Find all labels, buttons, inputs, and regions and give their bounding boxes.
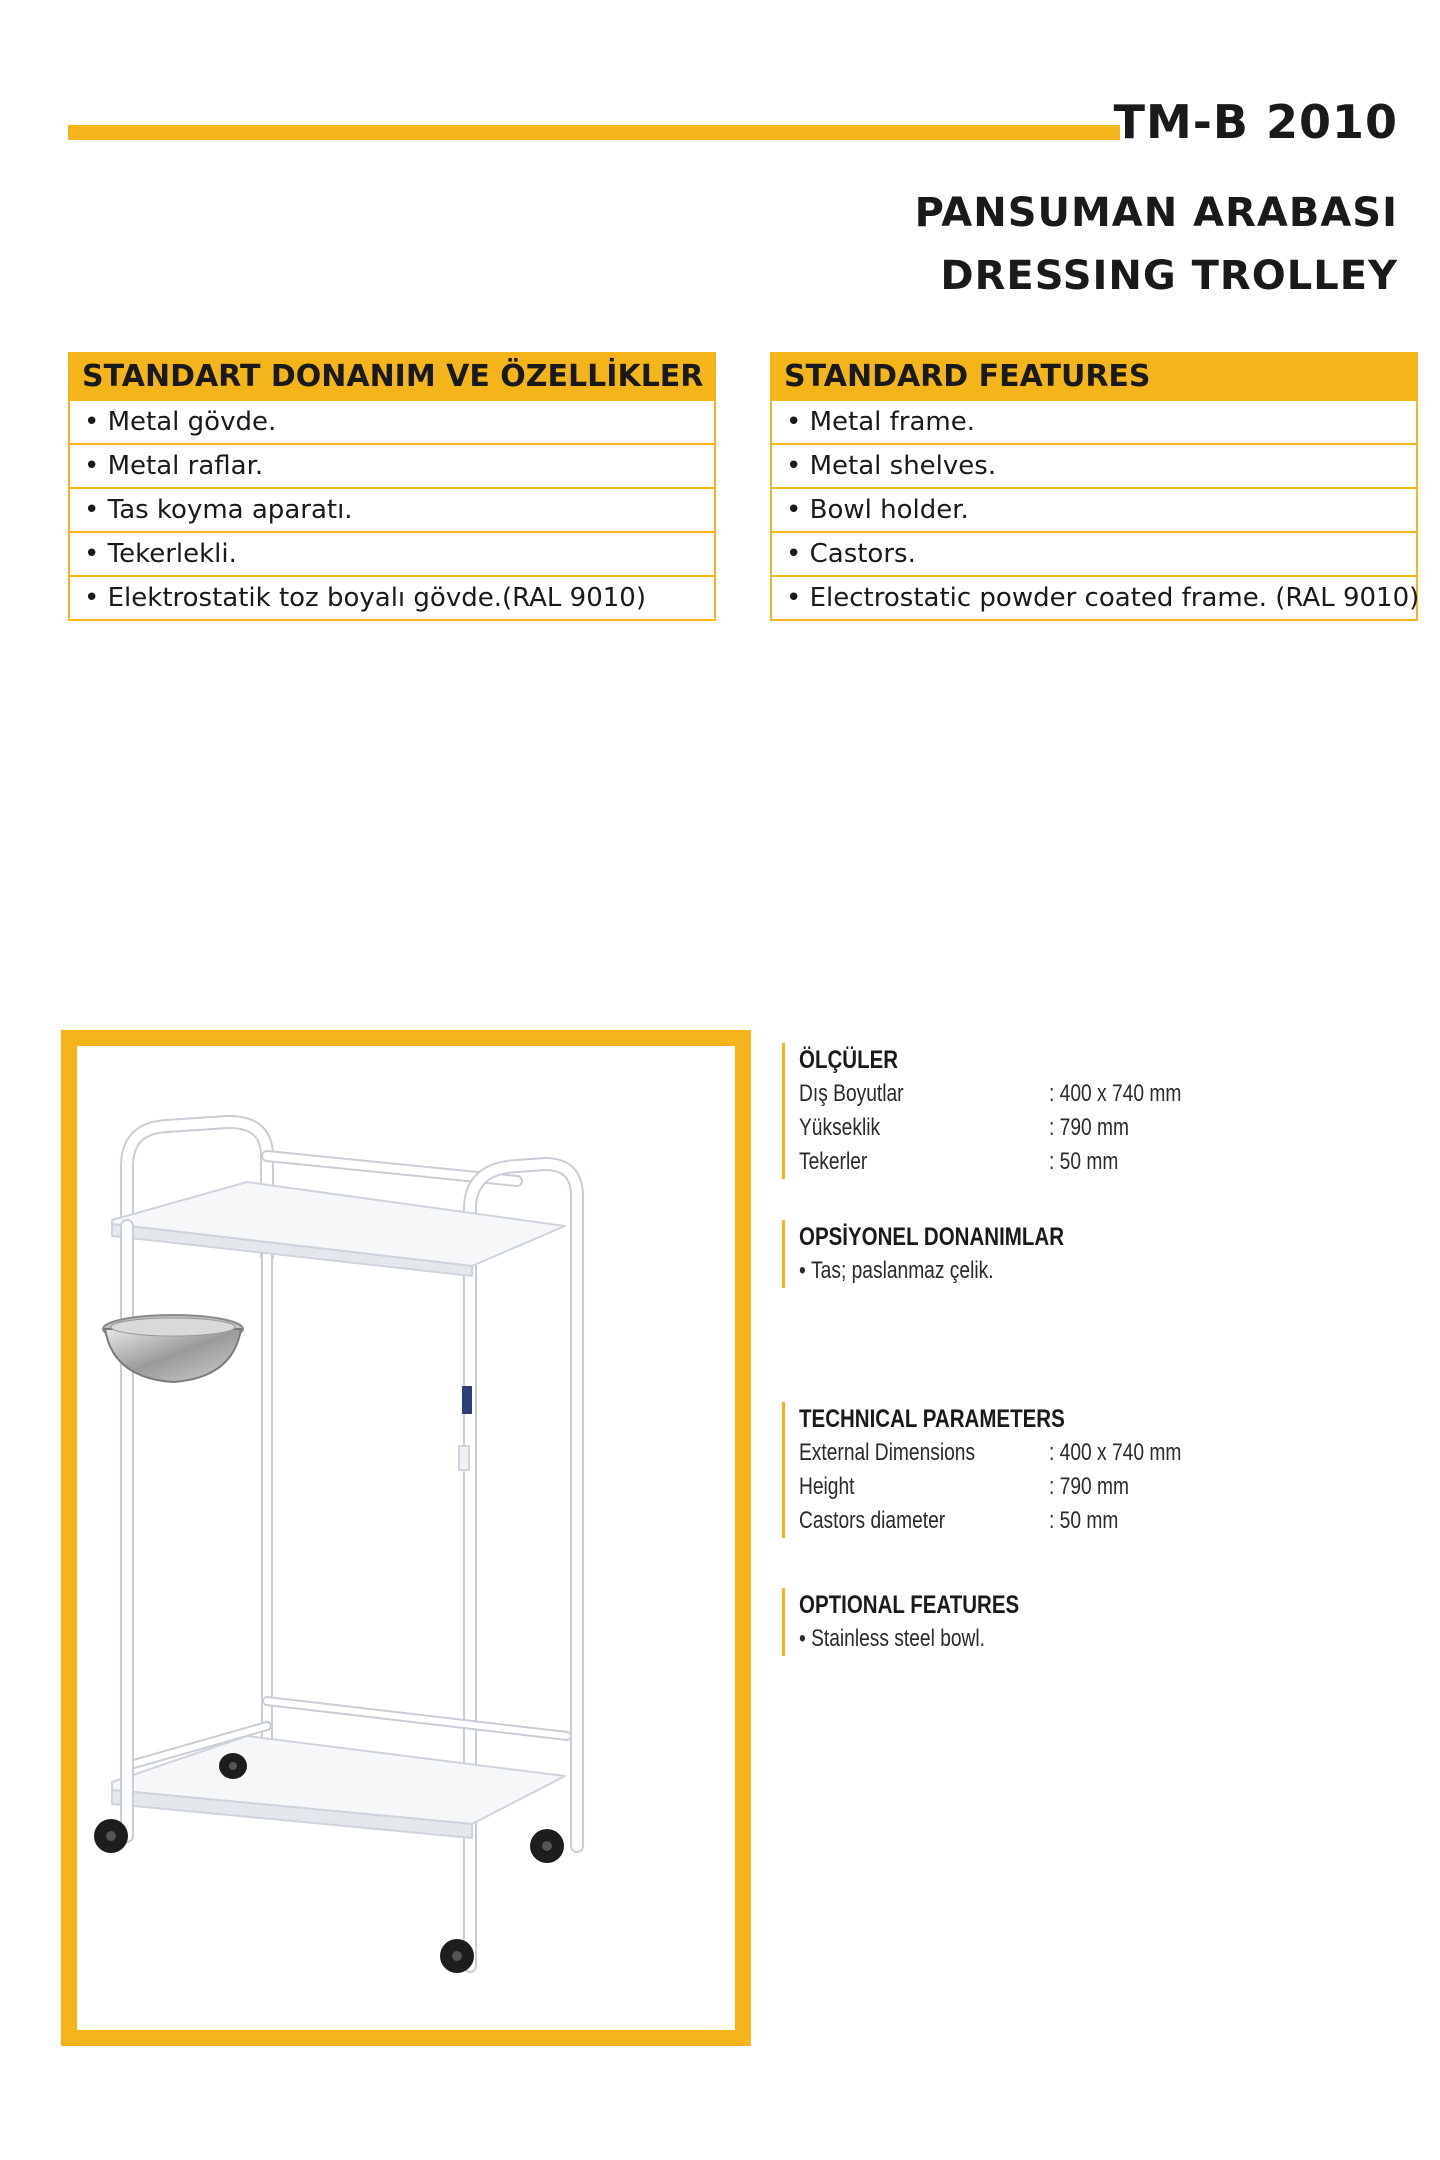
feature-item: • Tas koyma aparatı.: [70, 487, 714, 531]
feature-item: • Electrostatic powder coated frame. (RAL 9010): [772, 575, 1416, 619]
spec-row: Dış Boyutlar : 400 x 740 mm: [799, 1080, 1182, 1107]
product-photo-frame: [61, 1030, 751, 2046]
features-table-tr: [68, 352, 716, 621]
features-heading-en: STANDARD FEATURES: [772, 354, 1416, 399]
dimensions-tr-block: [782, 1043, 1182, 1179]
technical-parameters-block: [782, 1402, 1182, 1538]
spec-row: Yükseklik : 790 mm: [799, 1114, 1130, 1141]
spec-row: External Dimensions : 400 x 740 mm: [799, 1439, 1182, 1466]
feature-item: • Metal gövde.: [70, 399, 714, 443]
feature-item: • Metal frame.: [772, 399, 1416, 443]
technical-parameters-title: TECHNICAL PARAMETERS: [799, 1405, 1065, 1433]
product-title-tr: PANSUMAN ARABASI: [914, 190, 1398, 236]
dimensions-tr-title: ÖLÇÜLER: [799, 1046, 899, 1074]
spec-row: Height : 790 mm: [799, 1473, 1130, 1500]
feature-item: • Castors.: [772, 531, 1416, 575]
product-title-en: DRESSING TROLLEY: [940, 253, 1398, 299]
optional-item: • Stainless steel bowl.: [799, 1622, 1014, 1656]
feature-item: • Metal raflar.: [70, 443, 714, 487]
feature-item: • Metal shelves.: [772, 443, 1416, 487]
optional-tr-title: OPSİYONEL DONANIMLAR: [799, 1223, 1065, 1251]
feature-item: • Tekerlekli.: [70, 531, 714, 575]
optional-tr-block: [782, 1220, 1122, 1288]
spec-row: Tekerler : 50 mm: [799, 1148, 1119, 1175]
header-accent-bar: [68, 125, 1120, 140]
model-number: TM-B 2010: [1113, 95, 1398, 149]
optional-en-title: OPTIONAL FEATURES: [799, 1591, 1020, 1619]
trolley-illustration: [77, 1046, 735, 2030]
optional-en-block: [782, 1588, 1068, 1656]
feature-item: • Bowl holder.: [772, 487, 1416, 531]
features-heading-tr: STANDART DONANIM VE ÖZELLİKLER: [70, 354, 714, 399]
spec-row: Castors diameter : 50 mm: [799, 1507, 1119, 1534]
features-table-en: [770, 352, 1418, 621]
optional-item: • Tas; paslanmaz çelik.: [799, 1254, 1058, 1288]
feature-item: • Elektrostatik toz boyalı gövde.(RAL 9010): [70, 575, 714, 619]
